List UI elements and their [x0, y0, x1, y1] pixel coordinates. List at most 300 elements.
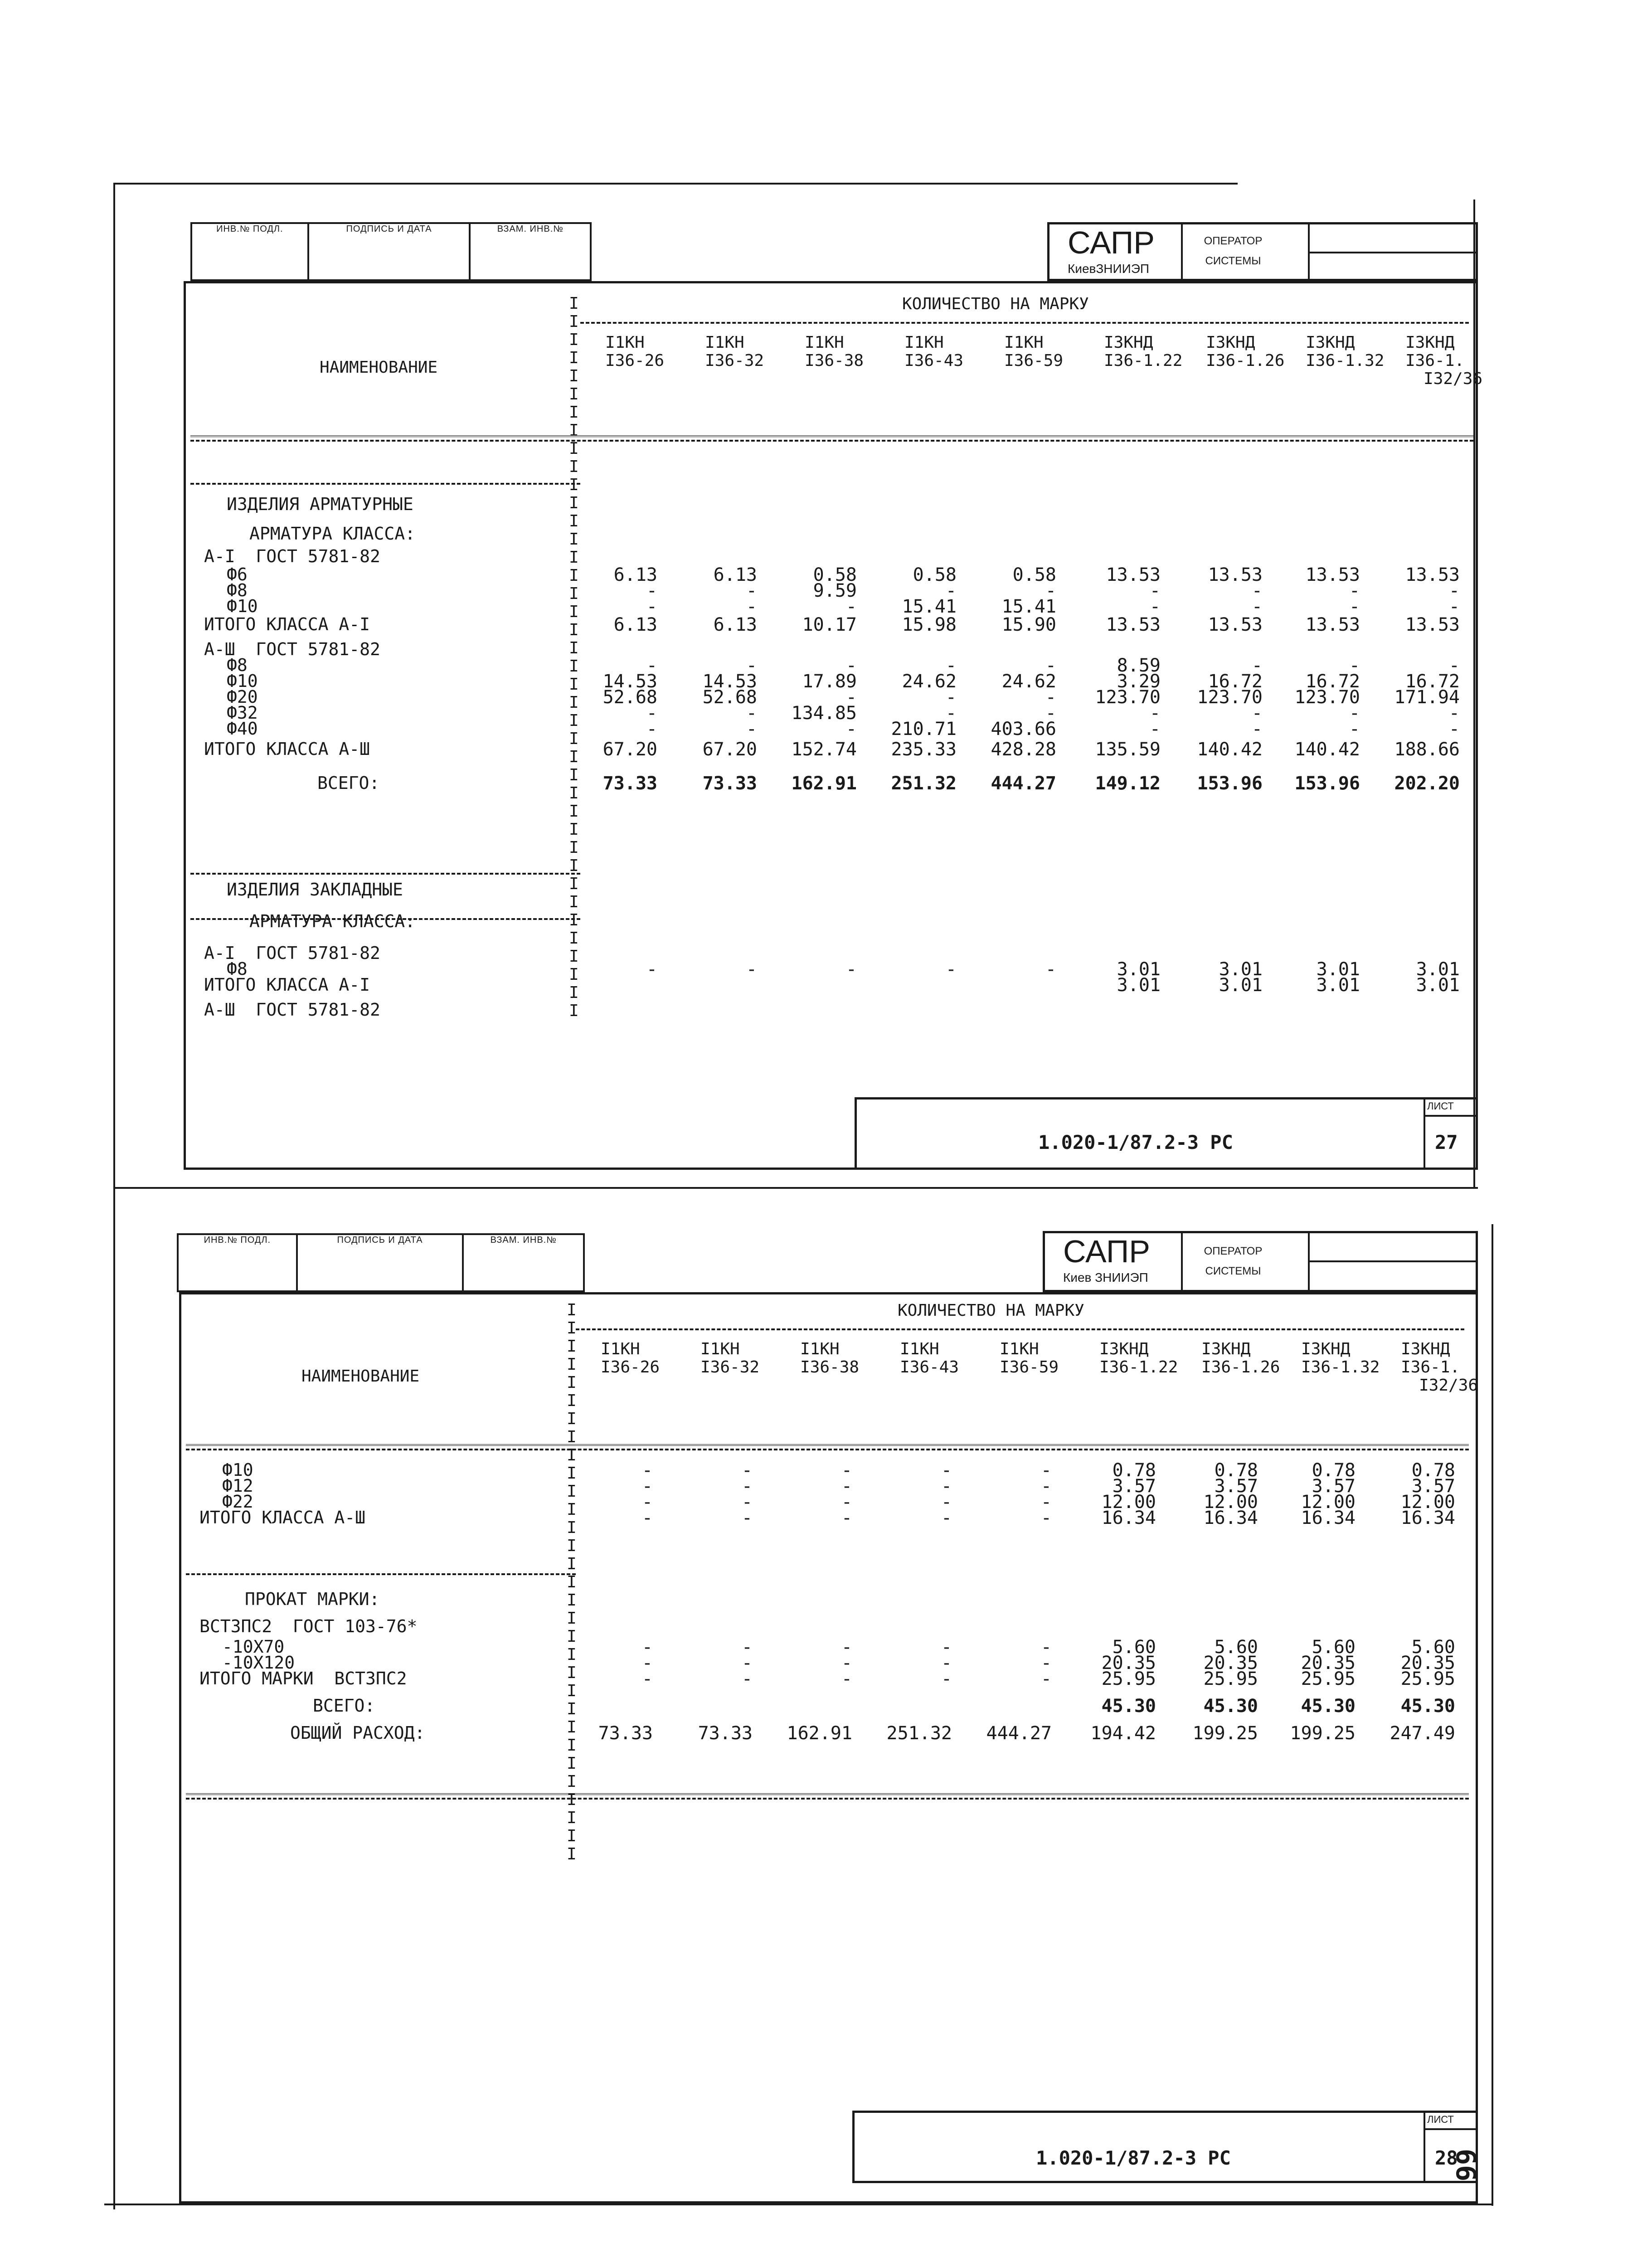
row-value: - — [945, 687, 957, 708]
row-value: 13.53 — [1106, 564, 1161, 585]
row-value: 0.78 — [1214, 1460, 1258, 1481]
column-header: I36-1.26 — [1206, 351, 1285, 370]
row-value: 123.70 — [1294, 687, 1360, 708]
frame-right-line-lower — [1492, 1224, 1493, 2206]
row-label: ИЗДЕЛИЯ АРМАТУРНЫЕ — [227, 494, 413, 514]
header-rule — [190, 435, 1473, 442]
row-value: 16.34 — [1400, 1508, 1455, 1528]
column-header: I1КН — [1000, 1340, 1039, 1358]
row-value: - — [1149, 703, 1161, 724]
row-value: - — [641, 1637, 653, 1658]
stamp-inv-label: ИНВ.№ ПОДЛ. — [179, 1235, 298, 1290]
row-value: - — [741, 1460, 753, 1481]
row-value: 52.68 — [602, 687, 657, 708]
row-value: 5.60 — [1411, 1637, 1455, 1658]
row-label: Ф10 — [227, 671, 258, 691]
column-header: I36-1.22 — [1104, 351, 1183, 370]
row-label: Ф20 — [227, 687, 258, 707]
row-value: 16.34 — [1101, 1508, 1156, 1528]
row-value: - — [1349, 703, 1360, 724]
column-header: I36-1.26 — [1201, 1358, 1280, 1377]
row-value: - — [641, 1653, 653, 1673]
row-value: - — [1448, 703, 1460, 724]
row-value: - — [746, 580, 757, 601]
row-value: 123.70 — [1095, 687, 1161, 708]
column-header: I36-1.32 — [1301, 1358, 1380, 1377]
row-value: - — [646, 703, 657, 724]
row-value: 3.01 — [1316, 975, 1360, 996]
row-value: - — [641, 1508, 653, 1528]
approval-stamp — [190, 222, 592, 281]
row-value: 13.53 — [1305, 564, 1360, 585]
row-value: 20.35 — [1203, 1653, 1258, 1673]
row-value: 0.58 — [1012, 564, 1056, 585]
row-value: 67.20 — [602, 739, 657, 760]
row-value: - — [646, 596, 657, 617]
row-value: 135.59 — [1095, 739, 1161, 760]
row-value: 199.25 — [1290, 1723, 1356, 1744]
row-value: 15.41 — [902, 596, 957, 617]
frame-top-line — [113, 183, 1238, 185]
row-value: - — [845, 687, 857, 708]
row-value: 15.98 — [902, 614, 957, 635]
row-value: - — [741, 1508, 753, 1528]
section-dash-2 — [190, 873, 580, 875]
column-header: I32/36 — [1419, 1376, 1478, 1395]
row-value: 3.01 — [1219, 975, 1263, 996]
row-value: - — [1349, 719, 1360, 739]
row-value: - — [1045, 655, 1056, 676]
row-label: -10Х120 — [222, 1653, 295, 1673]
row-value: - — [1251, 719, 1263, 739]
row-value: - — [641, 1669, 653, 1689]
column-separator: I I I I I I I I I I I I I I I I I I I I I I I I I I I I I I I I I I I I I I I I — [569, 294, 579, 1020]
row-value: 25.95 — [1301, 1669, 1356, 1689]
row-value: 0.58 — [913, 564, 957, 585]
row-label: Ф40 — [227, 719, 258, 739]
row-label: Ф8 — [227, 580, 248, 600]
row-value: 73.33 — [702, 773, 757, 794]
row-value: 152.74 — [791, 739, 857, 760]
row-value: - — [941, 1508, 952, 1528]
row-value: 45.30 — [1203, 1696, 1258, 1717]
row-value: - — [741, 1492, 753, 1513]
row-value: 199.25 — [1192, 1723, 1258, 1744]
row-value: - — [941, 1492, 952, 1513]
row-value: 52.68 — [702, 687, 757, 708]
column-header: I36-26 — [605, 351, 665, 370]
row-value: 16.72 — [1405, 671, 1460, 692]
row-value: - — [1045, 687, 1056, 708]
row-value: 10.17 — [802, 614, 857, 635]
row-label: Ф10 — [227, 596, 258, 616]
row-value: 13.53 — [1305, 614, 1360, 635]
column-header: I36-26 — [601, 1358, 660, 1377]
column-header: I3КНД — [1401, 1340, 1450, 1358]
row-value: 153.96 — [1197, 773, 1263, 794]
row-value: - — [741, 1653, 753, 1673]
row-value: 428.28 — [991, 739, 1056, 760]
footer-rule — [186, 1793, 1469, 1800]
row-value: 171.94 — [1394, 687, 1460, 708]
row-value: - — [1040, 1460, 1052, 1481]
row-value: 188.66 — [1394, 739, 1460, 760]
column-header: I36-1.32 — [1306, 351, 1385, 370]
row-value: - — [1149, 719, 1161, 739]
row-label: А-I ГОСТ 5781-82 — [204, 546, 380, 566]
qty-header: КОЛИЧЕСТВО НА МАРКУ — [898, 1301, 1084, 1320]
row-value: - — [641, 1460, 653, 1481]
row-label: А-I ГОСТ 5781-82 — [204, 943, 380, 963]
row-label: АРМАТУРА КЛАССА: — [249, 524, 416, 544]
row-value: 162.91 — [787, 1723, 852, 1744]
row-value: - — [845, 655, 857, 676]
column-header: I36-32 — [700, 1358, 760, 1377]
stamp-signature-label: ПОДПИСЬ И ДАТА — [298, 1235, 464, 1290]
row-value: - — [1040, 1508, 1052, 1528]
column-header: I1КН — [900, 1340, 939, 1358]
row-value: - — [1349, 655, 1360, 676]
row-value: - — [1040, 1653, 1052, 1673]
row-value: - — [746, 655, 757, 676]
row-value: 25.95 — [1101, 1669, 1156, 1689]
row-value: 3.01 — [1219, 959, 1263, 980]
row-value: - — [1251, 703, 1263, 724]
row-value: 17.89 — [802, 671, 857, 692]
sapr-block — [1043, 1231, 1478, 1292]
title-block — [855, 1097, 1478, 1170]
row-value: - — [841, 1508, 852, 1528]
row-value: 45.30 — [1400, 1696, 1455, 1717]
row-value: 12.00 — [1400, 1492, 1455, 1513]
title-divider — [1424, 1099, 1425, 1168]
qty-header: КОЛИЧЕСТВО НА МАРКУ — [902, 295, 1089, 313]
row-value: - — [841, 1637, 852, 1658]
sapr-divider-3 — [1308, 1260, 1476, 1262]
sheet-label-rule — [1424, 1115, 1478, 1117]
row-label: ПРОКАТ МАРКИ: — [245, 1589, 380, 1609]
row-value: 153.96 — [1294, 773, 1360, 794]
row-value: 12.00 — [1101, 1492, 1156, 1513]
row-value: - — [741, 1669, 753, 1689]
row-value: 5.60 — [1112, 1637, 1156, 1658]
column-header: I36-38 — [800, 1358, 860, 1377]
row-value: - — [1448, 596, 1460, 617]
sapr-logo: САПР — [1063, 1234, 1150, 1269]
row-label: ВСТ3ПС2 ГОСТ 103-76* — [199, 1616, 418, 1636]
row-value: 6.13 — [713, 564, 757, 585]
row-label: Ф22 — [222, 1492, 253, 1512]
row-value: - — [845, 596, 857, 617]
row-value: 3.57 — [1312, 1476, 1356, 1497]
frame-left-line — [113, 183, 115, 2209]
row-value: - — [1045, 959, 1056, 980]
row-label: Ф32 — [227, 703, 258, 723]
column-header: I36-1. — [1405, 351, 1465, 370]
approval-stamp — [177, 1233, 585, 1292]
row-value: - — [1448, 655, 1460, 676]
row-value: 3.57 — [1214, 1476, 1258, 1497]
row-value: - — [646, 959, 657, 980]
row-value: - — [1251, 596, 1263, 617]
sheet-label-rule — [1424, 2128, 1478, 2130]
row-value: 73.33 — [602, 773, 657, 794]
row-value: - — [1149, 580, 1161, 601]
row-value: 123.70 — [1197, 687, 1263, 708]
row-value: 140.42 — [1197, 739, 1263, 760]
row-value: 15.41 — [1001, 596, 1056, 617]
row-value: 12.00 — [1203, 1492, 1258, 1513]
row-value: - — [841, 1476, 852, 1497]
sheet-number: 27 — [1435, 1131, 1458, 1153]
frame-bottom-line — [104, 2204, 1492, 2205]
row-value: 3.01 — [1117, 959, 1161, 980]
sapr-logo: САПР — [1068, 225, 1155, 260]
row-label: ИТОГО МАРКИ ВСТ3ПС2 — [199, 1669, 407, 1688]
row-value: 3.01 — [1416, 959, 1460, 980]
row-value: - — [641, 1476, 653, 1497]
column-header: I36-38 — [805, 351, 864, 370]
row-label: ИТОГО КЛАССА А-I — [204, 614, 370, 634]
row-value: 13.53 — [1405, 564, 1460, 585]
row-value: - — [1251, 580, 1263, 601]
row-value: - — [841, 1460, 852, 1481]
stamp-inv-label: ИНВ.№ ПОДЛ. — [192, 224, 309, 279]
section-dash-1 — [186, 1573, 576, 1575]
row-value: - — [646, 580, 657, 601]
row-value: 0.78 — [1411, 1460, 1455, 1481]
column-header: I36-32 — [705, 351, 764, 370]
row-value: 0.58 — [813, 564, 857, 585]
row-value: - — [945, 959, 957, 980]
row-value: 140.42 — [1294, 739, 1360, 760]
row-value: 13.53 — [1405, 614, 1460, 635]
row-value: - — [1040, 1492, 1052, 1513]
row-label: ВСЕГО: — [313, 1696, 375, 1716]
row-value: 3.29 — [1117, 671, 1161, 692]
row-value: 5.60 — [1312, 1637, 1356, 1658]
row-value: 14.53 — [602, 671, 657, 692]
row-label: Ф8 — [227, 959, 248, 979]
row-value: 9.59 — [813, 580, 857, 601]
row-value: 6.13 — [613, 564, 657, 585]
row-value: - — [845, 719, 857, 739]
row-label: ИЗДЕЛИЯ ЗАКЛАДНЫЕ — [227, 880, 403, 900]
row-value: 16.34 — [1301, 1508, 1356, 1528]
row-value: - — [945, 703, 957, 724]
row-value: 20.35 — [1400, 1653, 1455, 1673]
column-header: I1КН — [705, 333, 744, 352]
section-dash-1 — [190, 483, 580, 485]
row-value: 0.78 — [1312, 1460, 1356, 1481]
row-value: 3.01 — [1117, 975, 1161, 996]
row-value: - — [1045, 580, 1056, 601]
row-label: А-Ш ГОСТ 5781-82 — [204, 639, 380, 659]
sapr-divider-3 — [1308, 252, 1476, 253]
row-value: 16.34 — [1203, 1508, 1258, 1528]
row-value: 45.30 — [1101, 1696, 1156, 1717]
row-value: - — [1045, 703, 1056, 724]
row-value: - — [646, 655, 657, 676]
column-header: I3КНД — [1104, 333, 1153, 352]
row-value: 16.72 — [1208, 671, 1263, 692]
column-header: I36-43 — [904, 351, 964, 370]
row-value: - — [841, 1653, 852, 1673]
row-label: А-Ш ГОСТ 5781-82 — [204, 1000, 380, 1020]
row-value: 14.53 — [702, 671, 757, 692]
row-value: - — [941, 1476, 952, 1497]
row-value: 12.00 — [1301, 1492, 1356, 1513]
sapr-divider — [1181, 224, 1183, 279]
row-value: 194.42 — [1090, 1723, 1156, 1744]
row-value: 6.13 — [713, 614, 757, 635]
stamp-replace-label: ВЗАМ. ИНВ.№ — [497, 224, 564, 234]
row-value: 134.85 — [791, 703, 857, 724]
sheet-label: ЛИСТ — [1427, 2114, 1454, 2125]
row-label: АРМАТУРА КЛАССА: — [249, 911, 416, 931]
stamp-signature-label: ПОДПИСЬ И ДАТА — [309, 224, 471, 279]
row-value: - — [1251, 655, 1263, 676]
row-value: 3.01 — [1416, 975, 1460, 996]
row-value: 24.62 — [1001, 671, 1056, 692]
row-value: - — [1040, 1637, 1052, 1658]
row-value: - — [1040, 1476, 1052, 1497]
row-label: ОБЩИЙ РАСХОД: — [290, 1723, 425, 1743]
column-header: I36-59 — [1004, 351, 1064, 370]
sheet-frame — [179, 1292, 1478, 2204]
row-value: 25.95 — [1400, 1669, 1455, 1689]
row-value: 13.53 — [1208, 614, 1263, 635]
row-value: 45.30 — [1301, 1696, 1356, 1717]
row-label: Ф8 — [227, 655, 248, 675]
sheet-label: ЛИСТ — [1427, 1100, 1454, 1112]
row-value: - — [1349, 580, 1360, 601]
operator-label: ОПЕРАТОР СИСТЕМЫ — [1204, 235, 1263, 267]
row-value: 25.95 — [1203, 1669, 1258, 1689]
column-header: I1КН — [805, 333, 844, 352]
row-value: 13.53 — [1208, 564, 1263, 585]
row-value: - — [746, 596, 757, 617]
title-block — [852, 2111, 1478, 2183]
row-value: 16.72 — [1305, 671, 1360, 692]
column-header: I3КНД — [1206, 333, 1255, 352]
row-label: Ф10 — [222, 1460, 253, 1480]
column-header: I1КН — [904, 333, 944, 352]
row-value: 24.62 — [902, 671, 957, 692]
row-value: 403.66 — [991, 719, 1056, 739]
operator-label: ОПЕРАТОР СИСТЕМЫ — [1204, 1245, 1263, 1277]
row-value: - — [646, 719, 657, 739]
doc-code: 1.020-1/87.2-3 РС — [1036, 2147, 1231, 2169]
row-value: - — [741, 1476, 753, 1497]
name-header: НАИМЕНОВАНИЕ — [320, 358, 438, 377]
row-value: 13.53 — [1106, 614, 1161, 635]
column-header: I3КНД — [1405, 333, 1455, 352]
row-value: 162.91 — [791, 773, 857, 794]
column-header: I3КНД — [1306, 333, 1355, 352]
row-value: - — [941, 1653, 952, 1673]
name-header: НАИМЕНОВАНИЕ — [301, 1367, 420, 1386]
row-value: - — [945, 655, 957, 676]
column-header: I36-1.22 — [1099, 1358, 1178, 1377]
row-value: - — [841, 1492, 852, 1513]
row-value: 20.35 — [1101, 1653, 1156, 1673]
row-value: - — [841, 1669, 852, 1689]
column-header: I32/36 — [1424, 370, 1483, 388]
row-label: ИТОГО КЛАССА А-Ш — [199, 1508, 366, 1528]
row-value: 3.57 — [1112, 1476, 1156, 1497]
column-header: I1КН — [700, 1340, 740, 1358]
row-value: 20.35 — [1301, 1653, 1356, 1673]
doc-code: 1.020-1/87.2-3 РС — [1038, 1131, 1233, 1153]
row-value: - — [1149, 596, 1161, 617]
row-value: - — [1448, 580, 1460, 601]
row-value: 3.57 — [1411, 1476, 1455, 1497]
row-value: 73.33 — [598, 1723, 653, 1744]
row-label: Ф6 — [227, 564, 248, 584]
row-value: 0.78 — [1112, 1460, 1156, 1481]
row-value: 73.33 — [698, 1723, 753, 1744]
row-value: - — [1040, 1669, 1052, 1689]
row-value: 8.59 — [1117, 655, 1161, 676]
row-value: - — [845, 959, 857, 980]
column-header: I3КНД — [1099, 1340, 1149, 1358]
row-value: 15.90 — [1001, 614, 1056, 635]
sapr-divider — [1181, 1233, 1183, 1290]
frame-mid-line — [113, 1187, 1478, 1189]
row-value: 210.71 — [891, 719, 957, 739]
row-value: - — [941, 1460, 952, 1481]
header-dash — [580, 322, 1469, 324]
row-value: 3.01 — [1316, 959, 1360, 980]
row-value: - — [941, 1669, 952, 1689]
row-value: - — [945, 580, 957, 601]
row-value: - — [741, 1637, 753, 1658]
header-dash — [576, 1328, 1464, 1330]
title-divider — [1424, 2113, 1425, 2181]
column-header: I3КНД — [1201, 1340, 1251, 1358]
row-value: 6.13 — [613, 614, 657, 635]
column-header: I36-43 — [900, 1358, 959, 1377]
sapr-block — [1047, 222, 1478, 281]
row-value: 67.20 — [702, 739, 757, 760]
sapr-subtitle: КиевЗНИИЭП — [1068, 262, 1150, 276]
row-value: - — [941, 1637, 952, 1658]
header-rule — [186, 1444, 1469, 1450]
row-label: ИТОГО КЛАССА А-I — [204, 975, 370, 995]
column-header: I1КН — [800, 1340, 840, 1358]
row-value: - — [746, 703, 757, 724]
row-value: 444.27 — [991, 773, 1056, 794]
row-value: 251.32 — [886, 1723, 952, 1744]
row-value: 202.20 — [1394, 773, 1460, 794]
column-header: I36-59 — [1000, 1358, 1059, 1377]
sheet-frame — [184, 281, 1483, 1170]
column-header: I36-1. — [1401, 1358, 1460, 1377]
stamp-replace-label: ВЗАМ. ИНВ.№ — [490, 1235, 557, 1245]
row-value: - — [746, 959, 757, 980]
row-value: 235.33 — [891, 739, 957, 760]
row-label: ВСЕГО: — [317, 773, 380, 793]
row-value: 149.12 — [1095, 773, 1161, 794]
page-number: 99 — [1451, 2148, 1483, 2182]
column-header: I1КН — [605, 333, 645, 352]
sheet-number: 28 — [1435, 2147, 1458, 2169]
row-value: - — [1448, 719, 1460, 739]
row-value: - — [746, 719, 757, 739]
column-header: I1КН — [1004, 333, 1044, 352]
row-value: 247.49 — [1390, 1723, 1455, 1744]
